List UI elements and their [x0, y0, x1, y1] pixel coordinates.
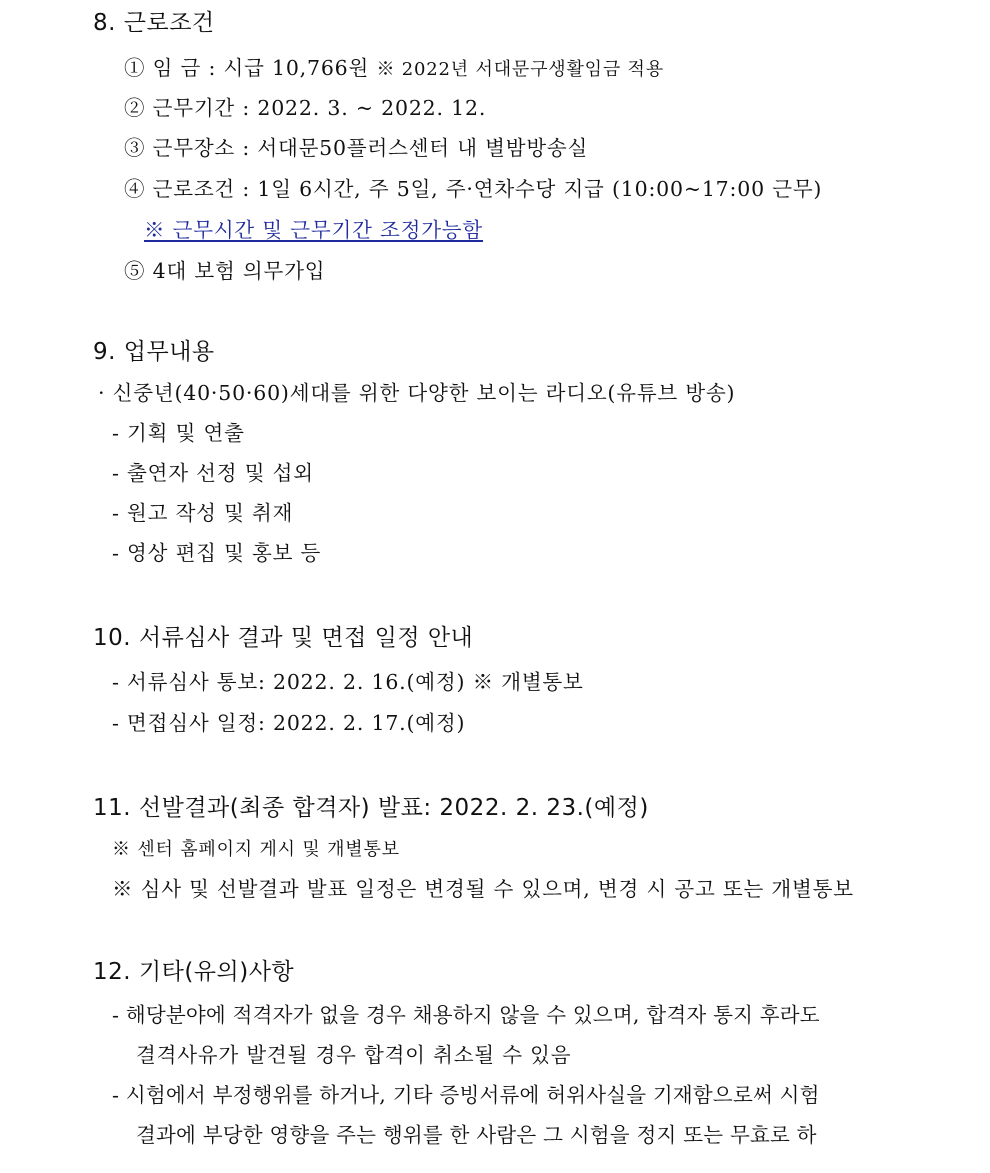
section-10-heading: 10. 서류심사 결과 및 면접 일정 안내: [93, 625, 474, 651]
duty-item: - 출연자 선정 및 섭외: [112, 461, 314, 485]
section-8-heading: 8. 근로조건: [93, 10, 215, 36]
caution-para-2-line-1: - 시험에서 부정행위를 하거나, 기타 증빙서류에 허위사실을 기재함으로써 시험: [112, 1083, 820, 1107]
wage-note: ※ 2022년 서대문구생활임금 적용: [376, 59, 664, 80]
section-9-heading: 9. 업무내용: [93, 339, 215, 365]
section-12-heading: 12. 기타(유의)사항: [93, 959, 295, 985]
duty-lead: · 신중년(40·50·60)세대를 위한 다양한 보이는 라디오(유튜브 방송): [98, 381, 736, 405]
work-place-item: ③ 근무장소 : 서대문50플러스센터 내 별밤방송실: [124, 136, 589, 160]
caution-para-1-line-2: 결격사유가 발견될 경우 합격이 취소될 수 있음: [136, 1043, 572, 1067]
caution-para-2-line-2: 결과에 부당한 영향을 주는 행위를 한 사람은 그 시험을 정지 또는 무효로 하: [136, 1123, 817, 1147]
duty-item: - 영상 편집 및 홍보 등: [112, 541, 322, 565]
caution-para-1-line-1: - 해당분야에 적격자가 없을 경우 채용하지 않을 수 있으며, 합격자 통지 후라도: [112, 1003, 820, 1027]
duty-item: - 기획 및 연출: [112, 421, 245, 445]
insurance-item: ⑤ 4대 보험 의무가입: [124, 259, 326, 283]
schedule-item: - 서류심사 통보: 2022. 2. 16.(예정) ※ 개별통보: [112, 670, 584, 694]
adjust-note-link[interactable]: ※ 근무시간 및 근무기간 조정가능함: [144, 218, 484, 242]
section-11-heading: 11. 선발결과(최종 합격자) 발표: 2022. 2. 23.(예정): [93, 795, 649, 821]
duty-item: - 원고 작성 및 취재: [112, 501, 294, 525]
announcement-note: ※ 센터 홈페이지 게시 및 개별통보: [112, 839, 400, 860]
wage-item: [124, 58, 664, 79]
wage-text: ① 임 금 : 시급 10,766원: [124, 56, 370, 80]
work-condition-item: ④ 근로조건 : 1일 6시간, 주 5일, 주·연차수당 지급 (10:00~17:00 근무): [124, 177, 823, 201]
work-period-item: ② 근무기간 : 2022. 3. ~ 2022. 12.: [124, 96, 487, 120]
announcement-note: ※ 심사 및 선발결과 발표 일정은 변경될 수 있으며, 변경 시 공고 또는 개별통보: [112, 877, 854, 901]
schedule-item: - 면접심사 일정: 2022. 2. 17.(예정): [112, 711, 466, 735]
